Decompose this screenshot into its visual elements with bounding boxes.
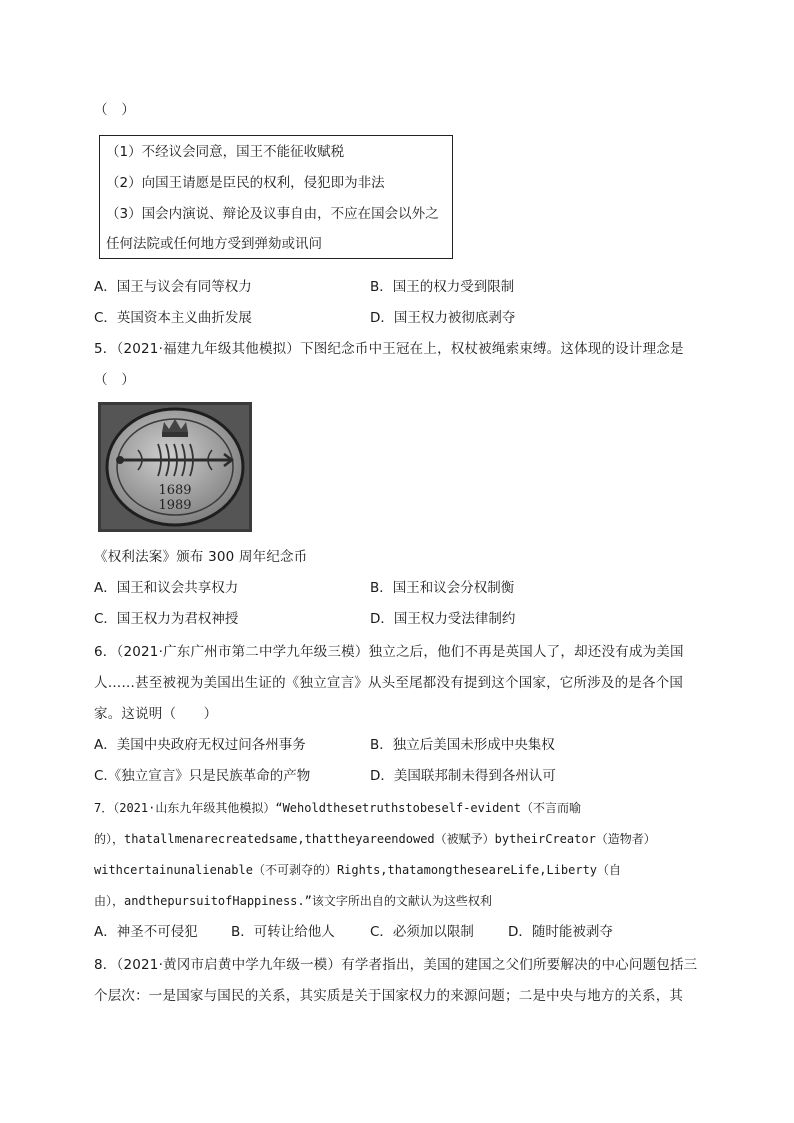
q7-option-a: A．神圣不可侵犯 <box>94 924 198 940</box>
q8-stem-line: 个层次：一是国家与国民的关系，其实质是关于国家权力的来源问题；二是中央与地方的关系，其 <box>94 988 684 1004</box>
q5-stem: 5．（2021·福建九年级其他模拟）下图纪念币中王冠在上，权杖被绳索束缚。这体现的设计理念是 <box>94 341 684 357</box>
q6-option-b: B．独立后美国未形成中央集权 <box>370 737 555 753</box>
q7-stem-line: 由），andthepursuitofHappiness.”该文字所出自的文献认为这些权利 <box>94 894 492 908</box>
q5-option-c: C．国王权力为君权神授 <box>94 611 239 627</box>
q7-option-c: C．必须加以限制 <box>370 924 474 940</box>
q8-stem-line: 8．（2021·黄冈市启黄中学九年级一模）有学者指出，美国的建国之父们所要解决的中心问题包括三 <box>94 957 698 973</box>
q6-option-d: D．美国联邦制未得到各州认可 <box>370 768 556 784</box>
q5-caption: 《权利法案》颁布 300 周年纪念币 <box>94 549 308 565</box>
q4-option-d: D．国王权力被彻底剥夺 <box>370 310 516 326</box>
q6-option-a: A．美国中央政府无权过问各州事务 <box>94 737 306 753</box>
q7-option-b: B．可转让给他人 <box>231 924 335 940</box>
q7-stem-line: 7．（2021·山东九年级其他模拟）“Weholdthesetruthstobeself-evident（不言而喻 <box>94 801 581 815</box>
q5-option-d: D．国王权力受法律制约 <box>370 611 516 627</box>
q6-stem-line: 人……甚至被视为美国出生证的《独立宣言》从头至尾都没有提到这个国家，它所涉及的是各个国 <box>94 675 684 691</box>
q5-option-a: A．国王和议会共享权力 <box>94 580 239 596</box>
q4-option-a: A．国王与议会有同等权力 <box>94 279 252 295</box>
q4-answer-paren: （ ） <box>94 102 136 118</box>
q4-option-c: C．英国资本主义曲折发展 <box>94 310 252 326</box>
coin-year-bottom: 1989 <box>158 498 192 513</box>
q7-option-d: D．随时能被剥夺 <box>508 924 613 940</box>
commemorative-coin-image <box>98 402 252 532</box>
q4-option-b: B．国王的权力受到限制 <box>370 279 515 295</box>
q4-source-box <box>99 135 453 259</box>
q6-stem-line: 6．（2021·广东广州市第二中学九年级三模）独立之后，他们不再是英国人了，却还没有成为美国 <box>94 644 684 660</box>
q4-box-line: （2）向国王请愿是臣民的权利，侵犯即为非法 <box>106 175 385 191</box>
q5-option-b: B．国王和议会分权制衡 <box>370 580 515 596</box>
q7-stem-line: withcertainunalienable（不可剥夺的）Rights,thatamongtheseareLife,Liberty（自 <box>94 863 622 877</box>
q6-stem-line: 家。这说明（ ） <box>94 706 218 722</box>
q4-box-line: （1）不经议会同意，国王不能征收赋税 <box>106 144 345 160</box>
q7-stem-line: 的），thatallmenarecreatedsame,thattheyareendowed（被赋予）bytheirCreator（造物者） <box>94 832 656 846</box>
q5-answer-paren: （ ） <box>94 372 136 388</box>
q6-option-c: C.《独立宣言》只是民族革命的产物 <box>94 768 311 784</box>
q4-box-line: （3）国会内演说、辩论及议事自由，不应在国会以外之 <box>106 206 439 222</box>
coin-year-top: 1689 <box>158 483 192 498</box>
q4-box-line: 任何法院或任何地方受到弹劾或讯问 <box>106 236 322 252</box>
